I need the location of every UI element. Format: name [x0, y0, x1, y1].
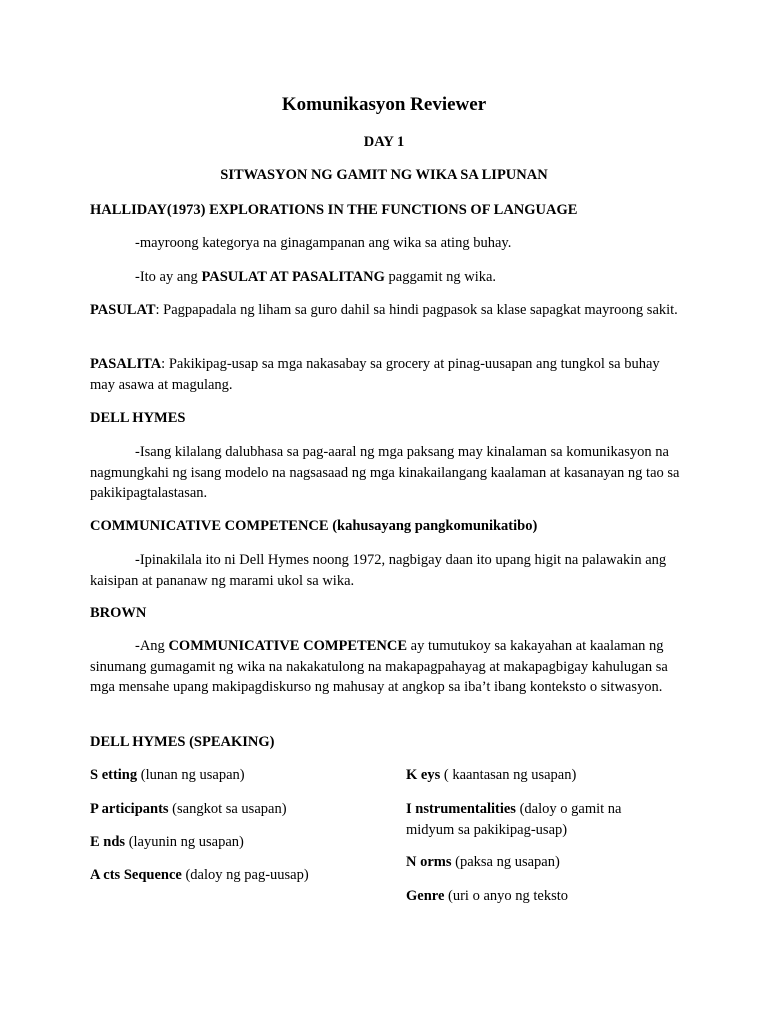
speaking-desc: (sangkot sa usapan) [168, 801, 287, 817]
brown-text-pre: -Ang [135, 638, 169, 654]
speaking-term: K eys [406, 767, 441, 783]
brown-paragraph [90, 636, 680, 698]
brown-heading [90, 603, 680, 624]
pasulat-text: : Pagpapadala ng liham sa guro dahil sa hindi pagpasok sa klase sapagkat mayroong sakit. [155, 302, 678, 318]
speaking-left-item [90, 865, 380, 886]
speaking-desc: (paksa ng usapan) [451, 854, 560, 870]
halliday-heading [90, 200, 680, 221]
brown-heading-text: BROWN [90, 605, 147, 621]
dell-hymes-heading [90, 408, 680, 429]
speaking-desc: ( kaantasan ng usapan) [440, 767, 577, 783]
speaking-term: A cts Sequence [90, 867, 182, 883]
speaking-heading-text: DELL HYMES (SPEAKING) [90, 734, 275, 750]
communicative-competence-paragraph: -Ipinakilala ito ni Dell Hymes noong 1972, nagbigay daan ito upang higit na palawakin ang kaisipan at pananaw ng marami ukol sa wika. [90, 552, 667, 589]
speaking-term: P articipants [90, 801, 169, 817]
speaking-term: I nstrumentalities [406, 801, 516, 817]
halliday-line-2-post: paggamit ng wika. [384, 269, 497, 285]
brown-text-bold: COMMUNICATIVE COMPETENCE [168, 638, 408, 654]
speaking-term: E nds [90, 834, 126, 850]
speaking-left-item [90, 799, 380, 820]
speaking-right-item [406, 886, 676, 907]
speaking-right-item [406, 852, 676, 873]
speaking-desc: (daloy ng pag-uusap) [181, 867, 309, 883]
speaking-term: N orms [406, 854, 452, 870]
halliday-line-2 [90, 267, 680, 288]
speaking-left-item [90, 765, 380, 786]
speaking-left-item [90, 832, 380, 853]
speaking-desc: (layunin ng usapan) [125, 834, 244, 850]
pasulat-label: PASULAT [90, 302, 156, 318]
speaking-right-item [406, 765, 676, 786]
pasalita-paragraph [90, 354, 680, 395]
dell-hymes-heading-text: DELL HYMES [90, 410, 186, 426]
communicative-competence-heading-text: COMMUNICATIVE COMPETENCE (kahusayang pangkomunikatibo) [90, 518, 538, 534]
pasulat-paragraph [90, 300, 680, 321]
pasalita-text: : Pakikipag-usap sa mga nakasabay sa grocery at pinag-uusapan ang tungkol sa buhay may asawa at magulang. [90, 356, 660, 393]
speaking-desc: (uri o anyo ng teksto [444, 888, 569, 904]
speaking-right-item [406, 799, 656, 840]
halliday-line-2-bold: PASULAT AT PASALITANG [201, 269, 385, 285]
halliday-heading-text: HALLIDAY(1973) EXPLORATIONS IN THE FUNCTIONS OF LANGUAGE [90, 202, 578, 218]
section-heading: SITWASYON NG GAMIT NG WIKA SA LIPUNAN [220, 167, 548, 183]
document-title: Komunikasyon Reviewer [281, 94, 487, 115]
brown-text-post: ay tumutukoy sa kakayahan at kaalaman ng sinumang gumagamit ng wika na nakakatulong na makapagpahayag at makapagbigay kahulugan sa mga mensahe upang makipagdiskurso ng mahusay at angkop sa iba’t ibang konteksto o sitwasyon. [90, 638, 668, 695]
speaking-term: S etting [90, 767, 138, 783]
dell-hymes-paragraph: -Isang kilalang dalubhasa sa pag-aaral ng mga paksang may kinalaman sa komunikasyon na nagmungkahi ng isang modelo na nagsasaad ng mga kinakailangang kaalaman at kasanayan ng tao sa pakikipagtalastasan. [90, 444, 680, 501]
halliday-line-1: -mayroong kategorya na ginagampanan ang wika sa ating buhay. [135, 235, 512, 251]
speaking-term: Genre [406, 888, 445, 904]
speaking-desc: (lunan ng usapan) [137, 767, 245, 783]
halliday-line-2-pre: -Ito ay ang [135, 269, 202, 285]
speaking-heading [90, 732, 680, 753]
speaking-desc: (daloy o gamit na midyum sa pakikipag-usap) [406, 801, 622, 838]
communicative-competence-heading [90, 516, 680, 537]
day-label: DAY 1 [363, 134, 405, 150]
pasalita-label: PASALITA [90, 356, 162, 372]
